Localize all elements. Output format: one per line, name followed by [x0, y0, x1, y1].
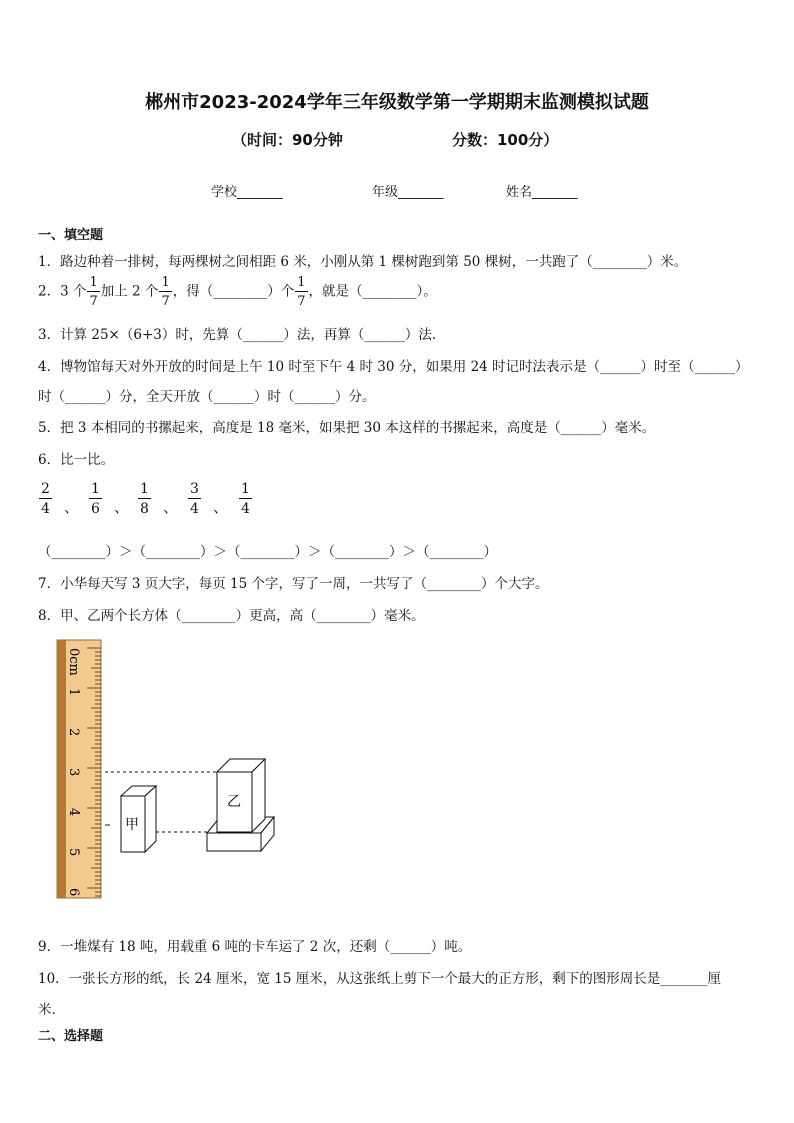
- q6-fraction-1-numerator: 2: [41, 481, 50, 497]
- q6-fraction-2: [88, 482, 103, 516]
- question-8: 8．甲、乙两个长方体（________）更高，高（________）毫米。: [38, 608, 425, 624]
- question-4-line-2: 时（______）分，全天开放（______）时（______）分。: [38, 389, 376, 405]
- ruler-shadow-edge: [57, 640, 66, 898]
- question-1: 1．路边种着一排树，每两棵树之间相距 6 米，小刚从第 1 棵树跑到第 50 棵树，一共跑了（________）米。: [38, 254, 688, 270]
- q6-order-blanks: （________）＞（________）＞（________）＞（________）＞（________）: [38, 544, 497, 560]
- exam-score: 分数：100分）: [452, 131, 559, 149]
- q6-fraction-5-numerator: 1: [241, 481, 250, 497]
- q2-fraction-3: [295, 276, 307, 308]
- school-field: 学校_______: [211, 185, 283, 200]
- question-2: [38, 276, 437, 308]
- ruler-unit-label: 0cm: [66, 648, 81, 676]
- question-10-line-2: 米．: [38, 1002, 65, 1018]
- question-4-line-1: 4．博物馆每天对外开放的时间是上午 10 时至下午 4 时 30 分，如果用 24 时记时法表示是（______）时至（______）: [38, 359, 749, 375]
- q2-text-b: 加上 2 个: [100, 283, 159, 300]
- ruler-number-5: 5: [66, 848, 81, 857]
- q6-fraction-3-denominator: 8: [140, 501, 149, 517]
- q2-fraction-2-denominator: 7: [161, 294, 170, 309]
- q6-fraction-1-denominator: 4: [41, 501, 50, 517]
- q6-separator-3: 、: [163, 498, 179, 516]
- q6-separator-4: 、: [213, 498, 229, 516]
- question-5: 5．把 3 本相同的书摞起来，高度是 18 毫米，如果把 30 本这样的书摞起来，高度是（______）毫米。: [38, 420, 656, 436]
- question-7: 7．小华每天写 3 页大字，每页 15 个字，写了一周，一共写了（________）个大字。: [38, 576, 549, 592]
- q6-fraction-4: [187, 482, 202, 516]
- box-yi-label: 乙: [227, 794, 241, 810]
- q2-fraction-1-denominator: 7: [89, 294, 98, 309]
- q6-fraction-4-numerator: 3: [190, 481, 199, 497]
- question-6: 6．比一比。: [38, 452, 115, 468]
- q2-text-a: 2．3 个: [38, 283, 87, 300]
- ruler-number-1: 1: [66, 688, 81, 697]
- q2-fraction-1: [87, 276, 99, 308]
- exam-time: （时间：90分钟: [232, 131, 343, 149]
- q6-fraction-5: [238, 482, 253, 516]
- ruler-number-3: 3: [66, 768, 81, 777]
- q2-fraction-2-numerator: 1: [161, 275, 170, 290]
- q6-fraction-3-numerator: 1: [140, 481, 149, 497]
- q2-fraction-3-denominator: 7: [297, 294, 306, 309]
- name-field: 姓名_______: [506, 185, 578, 200]
- box-jia-label: 甲: [125, 817, 139, 833]
- q2-fraction-3-numerator: 1: [297, 275, 306, 290]
- section-multiple-choice: 二、选择题: [38, 1029, 104, 1044]
- q6-fraction-4-denominator: 4: [190, 501, 199, 517]
- ruler-number-6: 6: [66, 888, 81, 897]
- ruler: [57, 640, 101, 898]
- q6-fraction-3: [137, 482, 152, 516]
- ruler-number-2: 2: [66, 728, 81, 737]
- ruler-boxes-figure: [50, 636, 290, 900]
- q2-text-e: ，就是（________）。: [308, 283, 437, 300]
- q6-fraction-5-denominator: 4: [241, 501, 250, 517]
- page-title: 郴州市2023-2024学年三年级数学第一学期期末监测模拟试题: [145, 92, 649, 113]
- box-yi: [217, 759, 265, 832]
- q6-separator-1: 、: [64, 498, 80, 516]
- ruler-number-4: 4: [66, 808, 81, 817]
- q6-separator-2: 、: [114, 498, 130, 516]
- grade-field: 年级_______: [372, 185, 444, 200]
- question-3: 3．计算 25×（6+3）时，先算（______）法，再算（______）法．: [38, 327, 446, 343]
- question-10-line-1: 10．一张长方形的纸，长 24 厘米，宽 15 厘米，从这张纸上剪下一个最大的正方形，剩下的图形周长是_______厘: [38, 971, 721, 987]
- q2-fraction-2: [159, 276, 171, 308]
- q6-fraction-2-denominator: 6: [91, 501, 100, 517]
- q6-fraction-2-numerator: 1: [91, 481, 100, 497]
- q6-fraction-1: [38, 482, 53, 516]
- q2-text-c: ，得（________）个: [172, 283, 295, 300]
- question-9: 9．一堆煤有 18 吨，用载重 6 吨的卡车运了 2 次，还剩（______）吨。: [38, 939, 472, 955]
- section-fill-blank: 一、填空题: [38, 228, 104, 243]
- q2-fraction-1-numerator: 1: [89, 275, 98, 290]
